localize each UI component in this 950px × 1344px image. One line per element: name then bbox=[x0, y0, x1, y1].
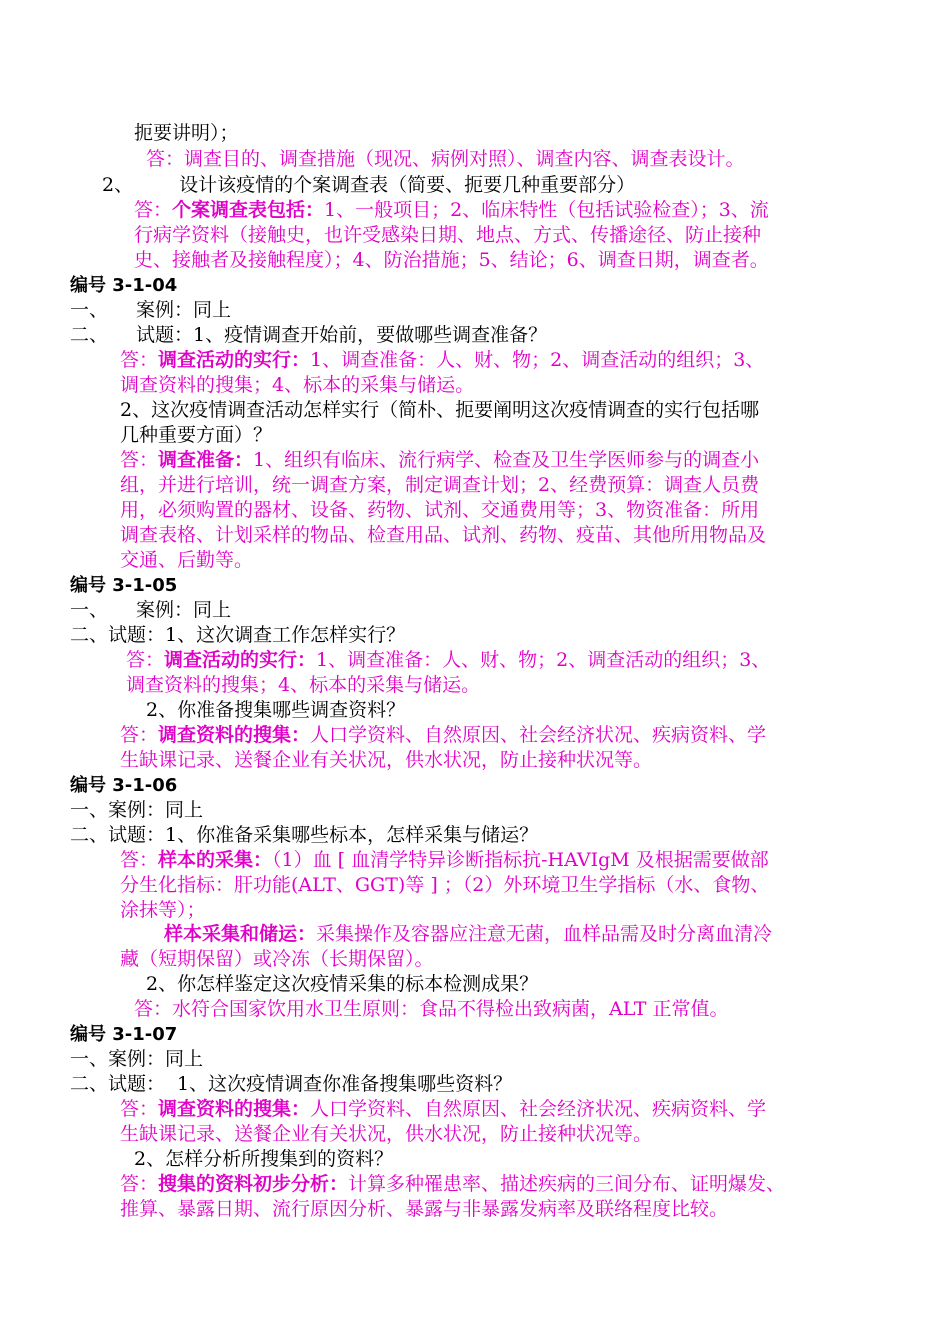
answer-line: 答：水符合国家饮用水卫生原则：食品不得检出致病菌，ALT 正常值。 bbox=[134, 998, 729, 1020]
question-line: 二、 试题：1、疫情调查开始前，要做哪些调查准备？ bbox=[70, 324, 548, 346]
answer-line: 行病学资料（接触史，也许受感染日期、地点、方式、传播途径、防止接种 bbox=[134, 224, 762, 246]
answer-line: 分生化指标：肝功能(ALT、GGT)等 ] ；（2）外环境卫生学指标（水、食物、 bbox=[120, 874, 770, 896]
answer-line: 答：样本的采集：（1）血 [ 血清学特异诊断指标抗-HAVIgM 及根据需要做部 bbox=[120, 849, 769, 871]
answer-line: 答：个案调查表包括：1、一般项目；2、临床特性（包括试验检查）；3、流 bbox=[134, 199, 769, 221]
answer-line: 推算、暴露日期、流行原因分析、暴露与非暴露发病率及联络程度比较。 bbox=[120, 1198, 729, 1220]
question-line: 几种重要方面）？ bbox=[120, 424, 273, 446]
answer-line: 答：调查资料的搜集：人口学资料、自然原因、社会经济状况、疾病资料、学 bbox=[120, 1098, 767, 1120]
answer-line: 答：调查目的、调查措施（现况、病例对照）、调查内容、调查表设计。 bbox=[146, 148, 745, 170]
question-line: 二、试题：1、这次调查工作怎样实行？ bbox=[70, 624, 406, 646]
answer-line: 样本采集和储运：采集操作及容器应注意无菌，血样品需及时分离血清冷 bbox=[164, 923, 773, 945]
section-heading: 编号 3-1-06 bbox=[70, 775, 178, 796]
answer-line: 答：搜集的资料初步分析：计算多种罹患率、描述疾病的三间分布、证明爆发、 bbox=[120, 1173, 786, 1195]
question-line: 二、试题：1、你准备采集哪些标本，怎样采集与储运？ bbox=[70, 824, 539, 846]
answer-line: 调查资料的搜集；4、标本的采集与储运。 bbox=[126, 674, 481, 696]
case-line: 一、案例：同上 bbox=[70, 1048, 204, 1070]
question-line: 2、你准备搜集哪些调查资料？ bbox=[146, 699, 406, 721]
case-line: 一、案例：同上 bbox=[70, 799, 204, 821]
question-line: 2、怎样分析所搜集到的资料？ bbox=[134, 1148, 394, 1170]
answer-line: 答：调查活动的实行：1、调查准备：人、财、物；2、调查活动的组织；3、 bbox=[126, 649, 771, 671]
answer-line: 组，并进行培训，统一调查方案，制定调查计划；2、经费预算：调查人员费 bbox=[120, 474, 760, 496]
answer-line: 史、接触者及接触程度）；4、防治措施；5、结论；6、调查日期，调查者。 bbox=[134, 249, 769, 271]
question-line: 2、这次疫情调查活动怎样实行（简朴、扼要阐明这次疫情调查的实行包括哪 bbox=[120, 399, 760, 421]
question-line: 二、试题： 1、这次疫情调查你准备搜集哪些资料？ bbox=[70, 1073, 513, 1095]
answer-line: 涂抹等）； bbox=[120, 899, 206, 921]
answer-line: 用，必须购置的器材、设备、药物、试剂、交通费用等；3、物资准备：所用 bbox=[120, 499, 760, 521]
answer-line: 生缺课记录、送餐企业有关状况，供水状况，防止接种状况等。 bbox=[120, 749, 653, 771]
answer-line: 答：调查资料的搜集：人口学资料、自然原因、社会经济状况、疾病资料、学 bbox=[120, 724, 767, 746]
answer-line: 答：调查活动的实行：1、调查准备：人、财、物；2、调查活动的组织；3、 bbox=[120, 349, 765, 371]
section-heading: 编号 3-1-07 bbox=[70, 1024, 178, 1045]
answer-line: 交通、后勤等。 bbox=[120, 549, 254, 571]
answer-line: 生缺课记录、送餐企业有关状况，供水状况，防止接种状况等。 bbox=[120, 1123, 653, 1145]
answer-line: 藏（短期保留）或冷冻（长期保留）。 bbox=[120, 948, 434, 970]
question-line: 2、 设计该疫情的个案调查表（简要、扼要几种重要部分） bbox=[102, 174, 636, 196]
answer-line: 答：调查准备：1、组织有临床、流行病学、检查及卫生学医师参与的调查小 bbox=[120, 449, 760, 471]
text-line: 扼要讲明）； bbox=[134, 122, 239, 144]
section-heading: 编号 3-1-05 bbox=[70, 575, 178, 596]
answer-line: 调查表格、计划采样的物品、检查用品、试剂、药物、疫苗、其他所用物品及 bbox=[120, 524, 767, 546]
answer-line: 调查资料的搜集；4、标本的采集与储运。 bbox=[120, 374, 475, 396]
case-line: 一、 案例：同上 bbox=[70, 299, 232, 321]
section-heading: 编号 3-1-04 bbox=[70, 275, 178, 296]
case-line: 一、 案例：同上 bbox=[70, 599, 232, 621]
question-line: 2、你怎样鉴定这次疫情采集的标本检测成果？ bbox=[146, 973, 539, 995]
